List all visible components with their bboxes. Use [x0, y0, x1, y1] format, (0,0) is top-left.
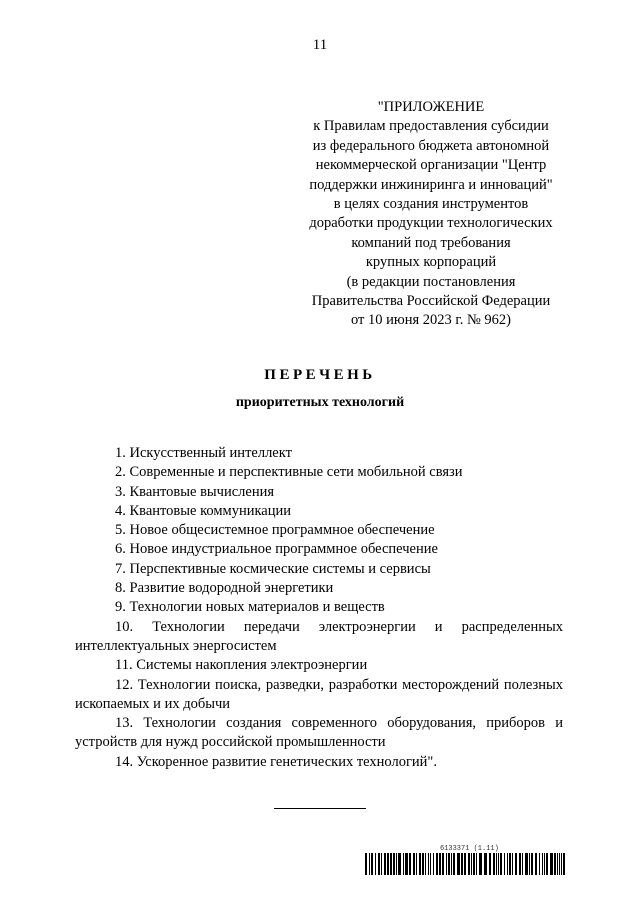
barcode-bar: [515, 853, 517, 875]
list-item: 1. Искусственный интеллект: [115, 445, 292, 461]
barcode-bar: [436, 853, 438, 875]
page-number: 11: [312, 37, 328, 53]
appendix-line: Правительства Российской Федерации: [311, 293, 551, 310]
barcode-bar: [509, 853, 511, 875]
appendix-line: (в редакции постановления: [346, 273, 516, 290]
document-subtitle: приоритетных технологий: [235, 395, 405, 410]
appendix-line: доработки продукции технологических: [309, 215, 553, 232]
appendix-line: некоммерческой организации "Центр: [315, 157, 547, 174]
barcode-bar: [390, 853, 392, 875]
barcode-bar: [563, 853, 565, 875]
barcode-bar: [413, 853, 415, 875]
barcode-bar: [512, 853, 513, 875]
barcode-bar: [430, 853, 431, 875]
barcode-bar: [409, 853, 411, 875]
barcode-bar: [378, 853, 380, 875]
list-item: 14. Ускоренное развитие генетических технологий".: [115, 753, 437, 770]
barcode-bar: [493, 853, 495, 875]
barcode-bar: [419, 853, 421, 875]
technology-list: [75, 444, 563, 772]
barcode-bar: [522, 853, 523, 875]
list-item: 11. Системы накопления электроэнергии: [115, 657, 368, 674]
list-item: 2. Современные и перспективные сети мобильной связи: [115, 464, 463, 481]
barcode-bar: [525, 853, 528, 875]
barcode-bar: [529, 853, 530, 875]
barcode-bar: [559, 853, 560, 875]
barcode-bar: [557, 853, 558, 875]
barcode-bar: [464, 853, 466, 875]
barcode-bar: [448, 853, 450, 875]
appendix-line: поддержки инжиниринга и инноваций": [309, 176, 553, 193]
document-title: ПЕРЕЧЕНЬ: [264, 367, 376, 383]
barcode-bar: [381, 853, 382, 875]
barcode-bar: [365, 853, 367, 875]
barcode-bar: [375, 853, 376, 875]
barcode-bar: [496, 853, 497, 875]
appendix-line: крупных корпораций: [365, 254, 497, 271]
barcode-number: 6133371 (1.11): [440, 845, 499, 853]
barcode-bar: [369, 853, 370, 875]
barcode-bar: [403, 853, 404, 875]
list-item: 6. Новое индустриальное программное обеспечение: [115, 541, 438, 558]
barcode-bar: [453, 853, 455, 875]
appendix-line: "ПРИЛОЖЕНИЕ: [377, 99, 485, 115]
barcode-bar: [422, 853, 424, 875]
barcode-bar: [468, 853, 470, 875]
barcode-bar: [396, 853, 397, 875]
barcode-bar: [498, 853, 499, 875]
barcode-bar: [546, 853, 548, 875]
barcode-bar: [531, 853, 533, 875]
barcode-bar: [504, 853, 505, 875]
appendix-line: из федерального бюджета автономной: [312, 137, 550, 154]
barcode-bar: [542, 853, 543, 875]
appendix-line: к Правилам предоставления субсидии: [313, 118, 549, 135]
barcode-bar: [451, 853, 452, 875]
barcode-bar: [479, 853, 482, 875]
barcode-bar: [416, 853, 417, 875]
appendix-line: компаний под требования: [351, 234, 511, 251]
barcode-bar: [535, 853, 537, 875]
list-item: 13. Технологии создания современного оборудования, приборов и устройств для нужд российской промышленности: [75, 715, 563, 751]
barcode-bar: [539, 853, 540, 875]
list-item: 4. Квантовые коммуникации: [115, 502, 292, 519]
appendix-line: в целях создания инструментов: [333, 196, 529, 213]
barcode-bar: [484, 853, 487, 875]
barcode-bar: [561, 853, 562, 875]
barcode-bar: [473, 853, 475, 875]
list-item: 12. Технологии поиска, разведки, разработки месторождений полезных ископаемых и их добычи: [75, 676, 563, 712]
barcode-bar: [507, 853, 508, 875]
barcode-bar: [405, 853, 408, 875]
list-item: 8. Развитие водородной энергетики: [115, 580, 334, 597]
appendix-line: от 10 июня 2023 г. № 962): [350, 312, 512, 329]
appendix-header: [300, 98, 562, 331]
barcode-bar: [457, 853, 460, 875]
barcode-bar: [500, 853, 502, 875]
barcode-bar: [384, 853, 386, 875]
barcode-bar: [489, 853, 491, 875]
list-item: 10. Технологии передачи электроэнергии и распределенных интеллектуальных энергосистем: [75, 618, 563, 654]
barcode-bar: [387, 853, 389, 875]
barcode-bar: [476, 853, 477, 875]
barcode-bar: [461, 853, 463, 875]
barcode-bar: [398, 853, 401, 875]
barcode-bar: [371, 853, 373, 875]
barcode-bar: [442, 853, 444, 875]
barcode-bar: [439, 853, 441, 875]
barcode-bar: [393, 853, 395, 875]
barcode-bar: [433, 853, 434, 875]
list-item: 5. Новое общесистемное программное обеспечение: [115, 522, 435, 539]
barcode-bar: [550, 853, 553, 875]
barcode-bar: [446, 853, 447, 875]
list-item: 9. Технологии новых материалов и веществ: [115, 599, 385, 616]
barcode-bar: [428, 853, 429, 875]
barcode-bar: [471, 853, 472, 875]
list-item: 7. Перспективные космические системы и сервисы: [115, 560, 431, 577]
barcode-bar: [425, 853, 426, 875]
barcode-bar: [554, 853, 556, 875]
list-item: 3. Квантовые вычисления: [115, 483, 275, 500]
barcode: [365, 853, 565, 875]
barcode-bar: [519, 853, 521, 875]
separator-line: [274, 808, 366, 809]
barcode-bar: [544, 853, 545, 875]
